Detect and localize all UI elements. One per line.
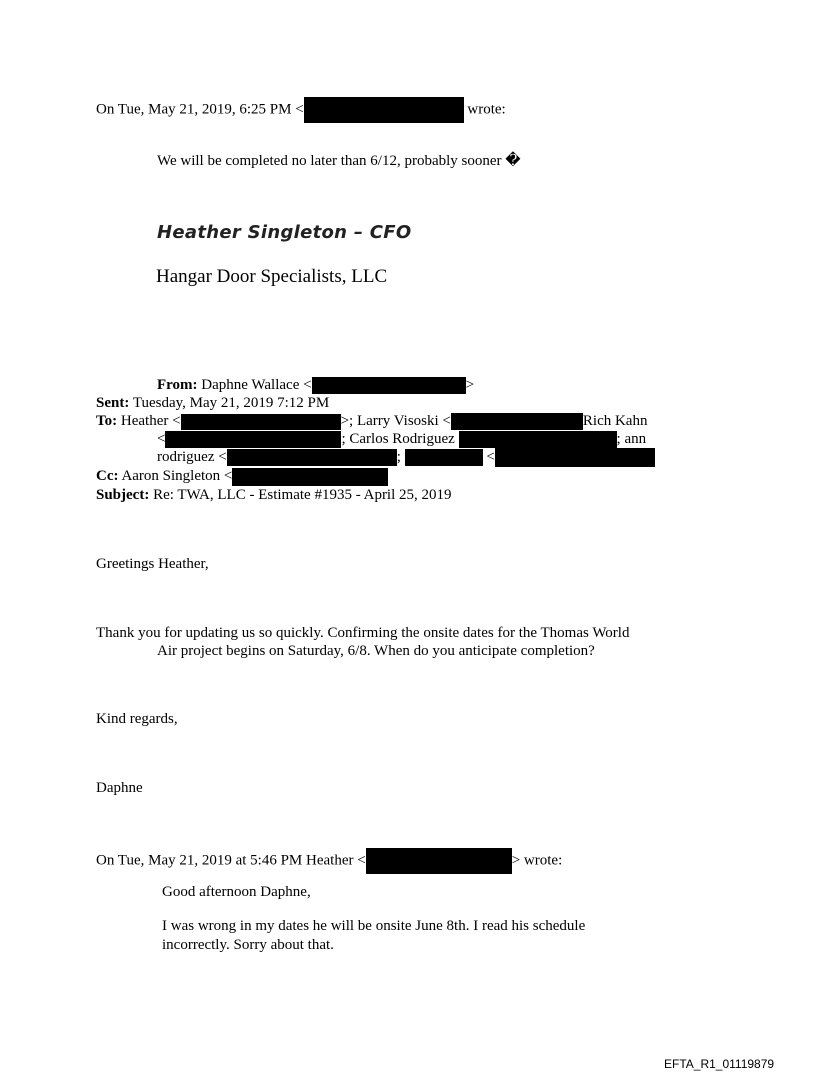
signature-name: Heather Singleton – CFO bbox=[157, 222, 412, 243]
to-recipient-text: rodriguez < bbox=[157, 449, 227, 465]
to-line-1 bbox=[96, 412, 647, 430]
cc-line bbox=[96, 467, 388, 486]
quoted-body-line-2: incorrectly. Sorry about that. bbox=[162, 937, 334, 953]
redaction-block bbox=[181, 414, 341, 430]
to-recipient-text: ; bbox=[396, 449, 401, 465]
to-recipient-text: ; ann bbox=[616, 431, 647, 447]
quoted-header bbox=[96, 848, 562, 874]
to-label: To: bbox=[96, 413, 118, 429]
quoted-greeting: Good afternoon Daphne, bbox=[162, 884, 311, 900]
email-closing: Kind regards, bbox=[96, 711, 178, 727]
cc-label: Cc: bbox=[96, 468, 119, 484]
to-recipient-text: ; Carlos Rodriguez bbox=[341, 431, 455, 447]
reply-header-prefix: On Tue, May 21, 2019, 6:25 PM < bbox=[96, 101, 304, 118]
from-label: From: bbox=[157, 377, 198, 393]
from-line bbox=[157, 376, 474, 394]
redaction-block bbox=[304, 97, 464, 123]
redaction-block bbox=[405, 449, 483, 466]
subject-line bbox=[96, 486, 452, 504]
email-body-line-2: Air project begins on Saturday, 6/8. When do you anticipate completion? bbox=[157, 643, 595, 659]
cc-value: Aaron Singleton < bbox=[121, 468, 233, 484]
from-tail: > bbox=[465, 377, 475, 393]
to-recipient-text: < bbox=[486, 449, 495, 465]
to-line-2 bbox=[157, 430, 646, 448]
to-recipient-text: >; Larry Visoski < bbox=[340, 413, 451, 429]
sent-line bbox=[96, 394, 329, 412]
to-recipient-text: Heather < bbox=[120, 413, 181, 429]
redaction-block bbox=[232, 468, 388, 486]
redaction-block bbox=[366, 848, 512, 874]
sent-label: Sent: bbox=[96, 395, 130, 411]
reply-header bbox=[96, 97, 506, 123]
to-line-3 bbox=[157, 448, 655, 467]
to-recipient-text: < bbox=[157, 431, 166, 447]
from-value: Daphne Wallace < bbox=[201, 377, 312, 393]
redaction-block bbox=[495, 448, 655, 467]
document-id: EFTA_R1_01119879 bbox=[664, 1057, 775, 1071]
redaction-block bbox=[312, 377, 466, 394]
email-greeting: Greetings Heather, bbox=[96, 556, 209, 572]
subject-label: Subject: bbox=[96, 487, 150, 503]
quoted-header-suffix: > wrote: bbox=[511, 852, 563, 869]
signature-company: Hangar Door Specialists, LLC bbox=[156, 266, 388, 287]
email-sender-name: Daphne bbox=[96, 780, 143, 796]
reply-header-suffix: wrote: bbox=[467, 101, 506, 118]
quoted-body-line-1: I was wrong in my dates he will be onsite June 8th. I read his schedule bbox=[162, 918, 586, 934]
redaction-block bbox=[227, 449, 397, 466]
redaction-block bbox=[451, 413, 583, 430]
redaction-block bbox=[165, 431, 341, 448]
subject-value: Re: TWA, LLC - Estimate #1935 - April 25, 2019 bbox=[153, 487, 452, 503]
email-body-line-1: Thank you for updating us so quickly. Confirming the onsite dates for the Thomas World bbox=[96, 625, 630, 641]
sent-value: Tuesday, May 21, 2019 7:12 PM bbox=[132, 395, 330, 411]
redaction-block bbox=[459, 431, 617, 448]
quoted-header-prefix: On Tue, May 21, 2019 at 5:46 PM Heather < bbox=[96, 852, 366, 869]
reply-body: We will be completed no later than 6/12, probably sooner � bbox=[157, 153, 521, 169]
to-recipient-text: Rich Kahn bbox=[582, 413, 648, 429]
